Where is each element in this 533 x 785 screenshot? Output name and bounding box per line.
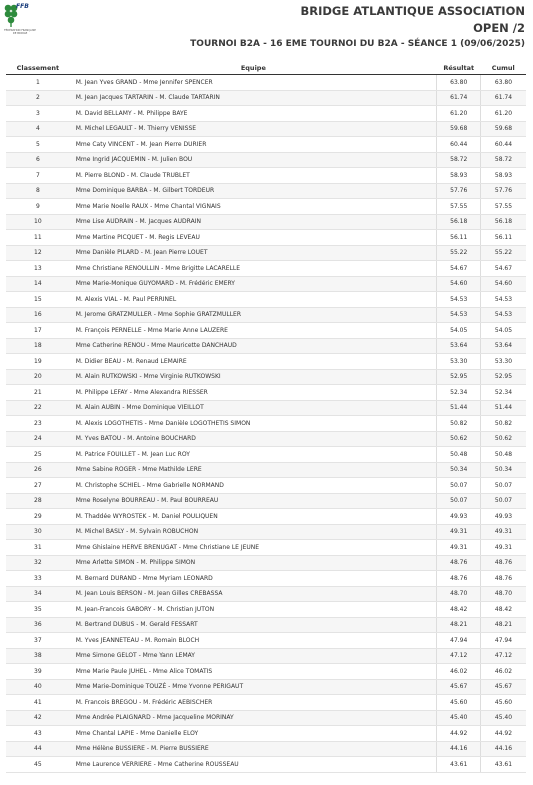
- table-row: [6, 385, 526, 401]
- team-cell: M. Bernard DURAND - Mme Myriam LEONARD: [70, 571, 437, 587]
- rank-cell: 1: [6, 75, 70, 91]
- team-cell: Mme Laurence VERRIERE - Mme Catherine ROUSSEAU: [70, 757, 437, 773]
- team-cell: Mme Christiane RENOULLIN - Mme Brigitte LACARELLE: [70, 261, 437, 277]
- team-cell: M. Jean Jacques TARTARIN - M. Claude TARTARIN: [70, 90, 437, 106]
- table-row: [6, 509, 526, 525]
- table-row: [6, 400, 526, 416]
- rank-cell: 18: [6, 338, 70, 354]
- table-row: [6, 431, 526, 447]
- team-cell: Mme Marie-Dominique TOUZÉ - Mme Yvonne PERIGAUT: [70, 679, 437, 695]
- rank-cell: 10: [6, 214, 70, 230]
- team-cell: Mme Sabine ROGER - Mme Mathilde LERE: [70, 462, 437, 478]
- table-row: [6, 90, 526, 106]
- rank-cell: 24: [6, 431, 70, 447]
- result-cell: 49.93: [437, 509, 481, 525]
- table-row: [6, 540, 526, 556]
- result-cell: 63.80: [437, 75, 481, 91]
- cumul-cell: 57.76: [480, 183, 526, 199]
- cumul-cell: 47.94: [480, 633, 526, 649]
- table-row: [6, 664, 526, 680]
- cumul-cell: 53.30: [480, 354, 526, 370]
- table-row: [6, 121, 526, 137]
- result-cell: 46.02: [437, 664, 481, 680]
- result-cell: 48.42: [437, 602, 481, 618]
- rank-cell: 11: [6, 230, 70, 246]
- table-row: [6, 307, 526, 323]
- result-cell: 56.18: [437, 214, 481, 230]
- cumul-cell: 48.76: [480, 555, 526, 571]
- rank-cell: 40: [6, 679, 70, 695]
- section-title: OPEN /2: [473, 21, 525, 35]
- team-cell: Mme Lise AUDRAIN - M. Jacques AUDRAIN: [70, 214, 437, 230]
- logo-text: FFB: [16, 3, 29, 10]
- table-row: [6, 261, 526, 277]
- table-row: [6, 106, 526, 122]
- table-row: [6, 416, 526, 432]
- team-cell: Mme Ingrid JACQUEMIN - M. Julien BOU: [70, 152, 437, 168]
- table-row: [6, 617, 526, 633]
- team-cell: M. Alain RUTKOWSKI - Mme Virginie RUTKOWSKI: [70, 369, 437, 385]
- result-cell: 50.07: [437, 493, 481, 509]
- table-row: [6, 214, 526, 230]
- team-cell: Mme Hélène BUSSIERE - M. Pierre BUSSIERE: [70, 741, 437, 757]
- result-cell: 60.44: [437, 137, 481, 153]
- table-row: [6, 726, 526, 742]
- result-cell: 48.70: [437, 586, 481, 602]
- cumul-cell: 58.93: [480, 168, 526, 184]
- result-cell: 61.20: [437, 106, 481, 122]
- table-row: [6, 695, 526, 711]
- cumul-cell: 50.82: [480, 416, 526, 432]
- table-row: [6, 369, 526, 385]
- cumul-cell: 49.31: [480, 540, 526, 556]
- cumul-cell: 52.34: [480, 385, 526, 401]
- rank-cell: 41: [6, 695, 70, 711]
- cumul-cell: 50.07: [480, 493, 526, 509]
- rank-cell: 23: [6, 416, 70, 432]
- cumul-cell: 54.53: [480, 292, 526, 308]
- table-row: [6, 338, 526, 354]
- col-header-result: Résultat: [437, 62, 481, 75]
- rank-cell: 43: [6, 726, 70, 742]
- table-row: [6, 168, 526, 184]
- cumul-cell: 47.12: [480, 648, 526, 664]
- cumul-cell: 49.93: [480, 509, 526, 525]
- ffb-logo: [4, 3, 36, 39]
- team-cell: Mme Catherine RENOU - Mme Mauricette DANCHAUD: [70, 338, 437, 354]
- rank-cell: 32: [6, 555, 70, 571]
- rank-cell: 3: [6, 106, 70, 122]
- result-cell: 47.94: [437, 633, 481, 649]
- team-cell: M. Alexis VIAL - M. Paul PERRINEL: [70, 292, 437, 308]
- result-cell: 48.76: [437, 571, 481, 587]
- table-row: [6, 323, 526, 339]
- cumul-cell: 50.62: [480, 431, 526, 447]
- cumul-cell: 55.22: [480, 245, 526, 261]
- team-cell: M. Christophe SCHIEL - Mme Gabrielle NORMAND: [70, 478, 437, 494]
- rank-cell: 28: [6, 493, 70, 509]
- team-cell: M. Jean Louis BERSON - M. Jean Gilles CREBASSA: [70, 586, 437, 602]
- cumul-cell: 48.76: [480, 571, 526, 587]
- results-table: [6, 62, 526, 773]
- team-cell: M. Jean Yves GRAND - Mme Jennifer SPENCER: [70, 75, 437, 91]
- col-header-team: Equipe: [70, 62, 437, 75]
- cumul-cell: 54.53: [480, 307, 526, 323]
- result-cell: 44.92: [437, 726, 481, 742]
- rank-cell: 39: [6, 664, 70, 680]
- team-cell: M. Francois BREGOU - M. Frédéric AEBISCHER: [70, 695, 437, 711]
- cumul-cell: 59.68: [480, 121, 526, 137]
- table-body: [6, 75, 526, 773]
- team-cell: M. Didier BEAU - M. Renaud LEMAIRE: [70, 354, 437, 370]
- rank-cell: 21: [6, 385, 70, 401]
- team-cell: Mme Caty VINCENT - M. Jean Pierre DURIER: [70, 137, 437, 153]
- table-row: [6, 757, 526, 773]
- rank-cell: 16: [6, 307, 70, 323]
- rank-cell: 36: [6, 617, 70, 633]
- team-cell: Mme Marie-Monique GUYOMARD - M. Frédéric EMERY: [70, 276, 437, 292]
- rank-cell: 14: [6, 276, 70, 292]
- rank-cell: 35: [6, 602, 70, 618]
- organization-title: BRIDGE ATLANTIQUE ASSOCIATION: [300, 4, 525, 18]
- result-cell: 58.72: [437, 152, 481, 168]
- result-cell: 57.76: [437, 183, 481, 199]
- team-cell: Mme Roselyne BOURREAU - M. Paul BOURREAU: [70, 493, 437, 509]
- tournament-title: TOURNOI B2A - 16 EME TOURNOI DU B2A - SÉANCE 1 (09/06/2025): [190, 39, 525, 49]
- team-cell: M. David BELLAMY - M. Philippe BAYE: [70, 106, 437, 122]
- result-cell: 54.67: [437, 261, 481, 277]
- team-cell: Mme Andrée PLAIGNARD - Mme Jacqueline MORINAY: [70, 710, 437, 726]
- cumul-cell: 57.55: [480, 199, 526, 215]
- team-cell: Mme Ghislaine HERVE BRENUGAT - Mme Christiane LE JEUNE: [70, 540, 437, 556]
- result-cell: 53.64: [437, 338, 481, 354]
- result-cell: 51.44: [437, 400, 481, 416]
- result-cell: 57.55: [437, 199, 481, 215]
- cumul-cell: 61.74: [480, 90, 526, 106]
- result-cell: 48.76: [437, 555, 481, 571]
- rank-cell: 27: [6, 478, 70, 494]
- team-cell: Mme Dominique BARBA - M. Gilbert TORDEUR: [70, 183, 437, 199]
- cumul-cell: 45.40: [480, 710, 526, 726]
- rank-cell: 31: [6, 540, 70, 556]
- cumul-cell: 54.67: [480, 261, 526, 277]
- table-row: [6, 571, 526, 587]
- rank-cell: 8: [6, 183, 70, 199]
- team-cell: Mme Arlette SIMON - M. Philippe SIMON: [70, 555, 437, 571]
- table-row: [6, 633, 526, 649]
- table-row: [6, 199, 526, 215]
- result-cell: 47.12: [437, 648, 481, 664]
- rank-cell: 30: [6, 524, 70, 540]
- team-cell: Mme Chantal LAPIE - Mme Danielle ELOY: [70, 726, 437, 742]
- result-cell: 44.16: [437, 741, 481, 757]
- table-row: [6, 462, 526, 478]
- result-cell: 53.30: [437, 354, 481, 370]
- cumul-cell: 50.34: [480, 462, 526, 478]
- result-cell: 54.05: [437, 323, 481, 339]
- result-cell: 56.11: [437, 230, 481, 246]
- table-row: [6, 493, 526, 509]
- team-cell: M. Alexis LOGOTHETIS - Mme Danièle LOGOTHETIS SIMON: [70, 416, 437, 432]
- cumul-cell: 63.80: [480, 75, 526, 91]
- rank-cell: 12: [6, 245, 70, 261]
- team-cell: M. François PERNELLE - Mme Marie Anne LAUZERE: [70, 323, 437, 339]
- cumul-cell: 61.20: [480, 106, 526, 122]
- team-cell: M. Bertrand DUBUS - M. Gerald FESSART: [70, 617, 437, 633]
- table-row: [6, 679, 526, 695]
- cumul-cell: 46.02: [480, 664, 526, 680]
- result-cell: 54.53: [437, 307, 481, 323]
- rank-cell: 2: [6, 90, 70, 106]
- cumul-cell: 48.70: [480, 586, 526, 602]
- team-cell: M. Jerome GRATZMULLER - Mme Sophie GRATZMULLER: [70, 307, 437, 323]
- cumul-cell: 58.72: [480, 152, 526, 168]
- table-row: [6, 710, 526, 726]
- rank-cell: 6: [6, 152, 70, 168]
- team-cell: M. Thaddée WYROSTEK - M. Daniel POULIQUEN: [70, 509, 437, 525]
- team-cell: Mme Danièle PILARD - M. Jean Pierre LOUET: [70, 245, 437, 261]
- rank-cell: 44: [6, 741, 70, 757]
- cumul-cell: 48.21: [480, 617, 526, 633]
- cumul-cell: 52.95: [480, 369, 526, 385]
- table-row: [6, 245, 526, 261]
- table-row: [6, 75, 526, 91]
- cumul-cell: 44.16: [480, 741, 526, 757]
- rank-cell: 17: [6, 323, 70, 339]
- cumul-cell: 45.67: [480, 679, 526, 695]
- team-cell: M. Pierre BLOND - M. Claude TRUBLET: [70, 168, 437, 184]
- rank-cell: 4: [6, 121, 70, 137]
- cumul-cell: 43.61: [480, 757, 526, 773]
- result-cell: 45.40: [437, 710, 481, 726]
- result-cell: 49.31: [437, 524, 481, 540]
- rank-cell: 42: [6, 710, 70, 726]
- table-row: [6, 183, 526, 199]
- team-cell: M. Jean-Francois GABORY - M. Christian JUTON: [70, 602, 437, 618]
- result-cell: 52.95: [437, 369, 481, 385]
- result-cell: 58.93: [437, 168, 481, 184]
- rank-cell: 38: [6, 648, 70, 664]
- result-cell: 59.68: [437, 121, 481, 137]
- rank-cell: 33: [6, 571, 70, 587]
- rank-cell: 25: [6, 447, 70, 463]
- result-cell: 55.22: [437, 245, 481, 261]
- cumul-cell: 44.92: [480, 726, 526, 742]
- result-cell: 45.67: [437, 679, 481, 695]
- rank-cell: 26: [6, 462, 70, 478]
- table-row: [6, 354, 526, 370]
- rank-cell: 7: [6, 168, 70, 184]
- team-cell: M. Yves JEANNETEAU - M. Romain BLOCH: [70, 633, 437, 649]
- result-cell: 45.60: [437, 695, 481, 711]
- cumul-cell: 54.05: [480, 323, 526, 339]
- table-header-row: [6, 62, 526, 75]
- table-row: [6, 741, 526, 757]
- table-row: [6, 276, 526, 292]
- rank-cell: 5: [6, 137, 70, 153]
- table-row: [6, 478, 526, 494]
- rank-cell: 20: [6, 369, 70, 385]
- result-cell: 61.74: [437, 90, 481, 106]
- table-row: [6, 292, 526, 308]
- result-cell: 54.60: [437, 276, 481, 292]
- rank-cell: 19: [6, 354, 70, 370]
- team-cell: M. Michel BASLY - M. Sylvain ROBUCHON: [70, 524, 437, 540]
- result-cell: 52.34: [437, 385, 481, 401]
- team-cell: Mme Marie Noelle RAUX - Mme Chantal VIGNAIS: [70, 199, 437, 215]
- cumul-cell: 54.60: [480, 276, 526, 292]
- rank-cell: 29: [6, 509, 70, 525]
- result-cell: 50.07: [437, 478, 481, 494]
- result-cell: 54.53: [437, 292, 481, 308]
- team-cell: Mme Martine PICQUET - M. Regis LEVEAU: [70, 230, 437, 246]
- cumul-cell: 51.44: [480, 400, 526, 416]
- table-row: [6, 447, 526, 463]
- result-cell: 48.21: [437, 617, 481, 633]
- team-cell: M. Alain AUBIN - Mme Dominique VIEILLOT: [70, 400, 437, 416]
- cumul-cell: 60.44: [480, 137, 526, 153]
- team-cell: Mme Marie Paule JUHEL - Mme Alice TOMATIS: [70, 664, 437, 680]
- cumul-cell: 56.11: [480, 230, 526, 246]
- rank-cell: 15: [6, 292, 70, 308]
- team-cell: M. Michel LEGAULT - M. Thierry VENISSE: [70, 121, 437, 137]
- col-header-cumul: Cumul: [480, 62, 526, 75]
- table-row: [6, 524, 526, 540]
- table-row: [6, 602, 526, 618]
- rank-cell: 34: [6, 586, 70, 602]
- cumul-cell: 48.42: [480, 602, 526, 618]
- rank-cell: 45: [6, 757, 70, 773]
- rank-cell: 37: [6, 633, 70, 649]
- cumul-cell: 49.31: [480, 524, 526, 540]
- result-cell: 50.34: [437, 462, 481, 478]
- col-header-rank: Classement: [6, 62, 70, 75]
- result-cell: 50.48: [437, 447, 481, 463]
- table-row: [6, 586, 526, 602]
- rank-cell: 22: [6, 400, 70, 416]
- cumul-cell: 50.07: [480, 478, 526, 494]
- team-cell: M. Patrice FOUILLET - M. Jean Luc ROY: [70, 447, 437, 463]
- table-row: [6, 648, 526, 664]
- cumul-cell: 56.18: [480, 214, 526, 230]
- logo-subtext: FÉDÉRATION FRANÇAISE DE BRIDGE: [4, 29, 36, 35]
- cumul-cell: 45.60: [480, 695, 526, 711]
- team-cell: M. Philippe LEFAY - Mme Alexandra RIESSER: [70, 385, 437, 401]
- rank-cell: 13: [6, 261, 70, 277]
- table-row: [6, 137, 526, 153]
- result-cell: 43.61: [437, 757, 481, 773]
- rank-cell: 9: [6, 199, 70, 215]
- table-row: [6, 152, 526, 168]
- result-cell: 50.62: [437, 431, 481, 447]
- table-row: [6, 230, 526, 246]
- table-row: [6, 555, 526, 571]
- result-cell: 49.31: [437, 540, 481, 556]
- cumul-cell: 50.48: [480, 447, 526, 463]
- cumul-cell: 53.64: [480, 338, 526, 354]
- result-cell: 50.82: [437, 416, 481, 432]
- team-cell: M. Yves BATOU - M. Antoine BOUCHARD: [70, 431, 437, 447]
- team-cell: Mme Simone GELOT - Mme Yann LEMAY: [70, 648, 437, 664]
